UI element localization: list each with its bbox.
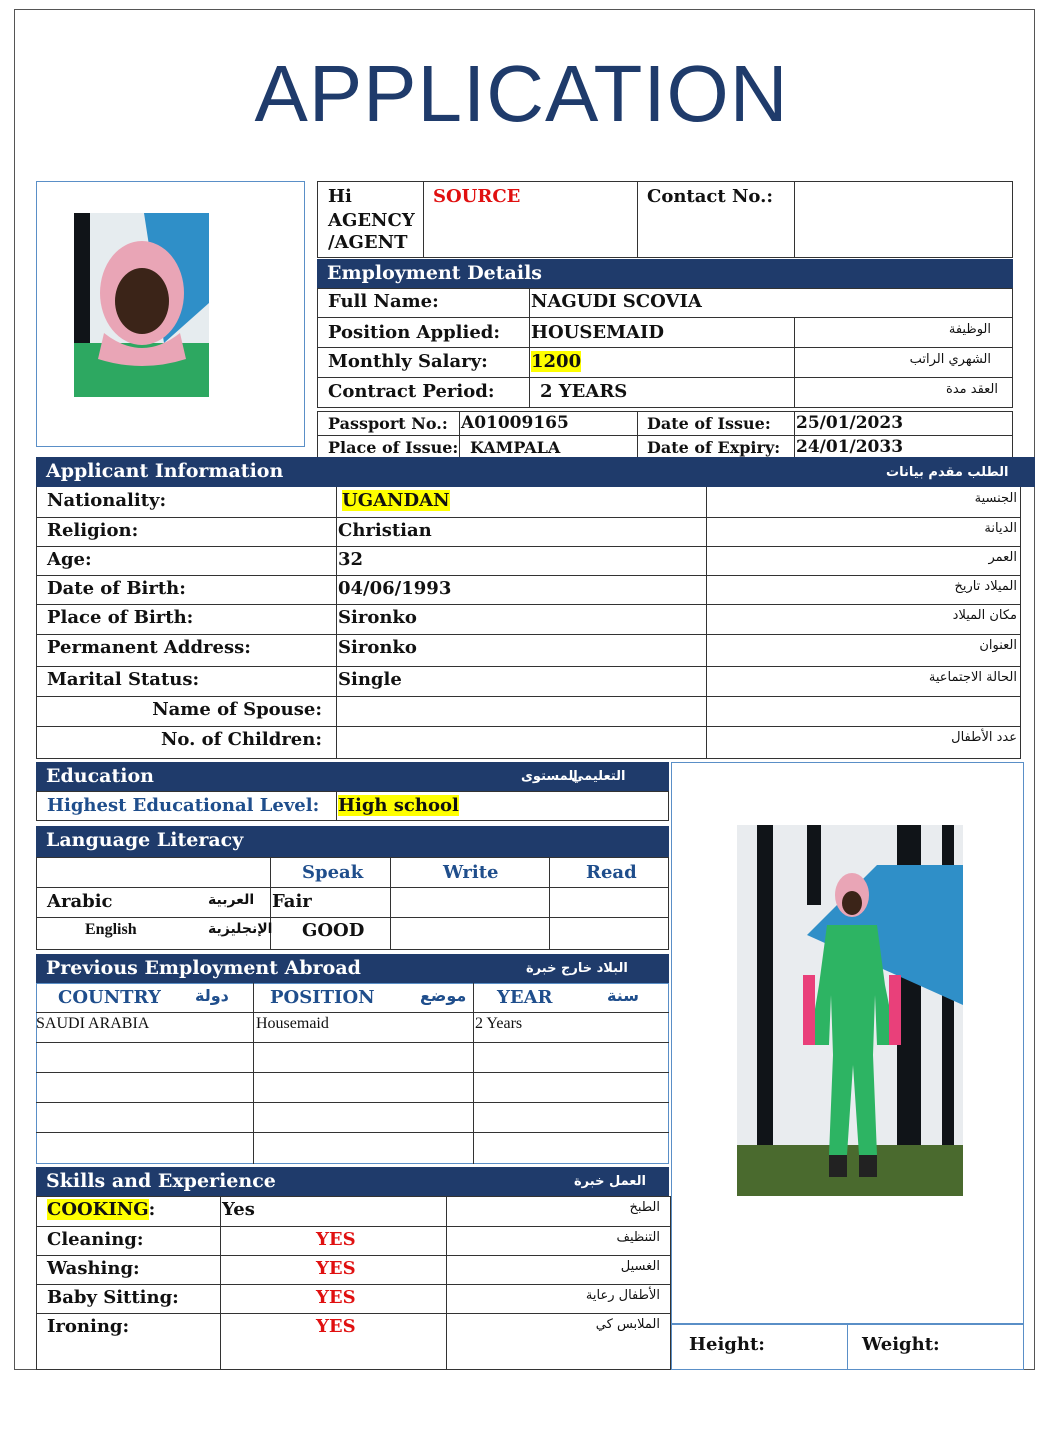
applicant-row-arabic: الديانة (984, 521, 1017, 536)
divider (390, 857, 391, 950)
applicant-row-label: No. of Children: (160, 729, 322, 750)
divider (794, 181, 795, 258)
applicant-row-value: 04/06/1993 (338, 578, 452, 599)
salary-label: Monthly Salary: (328, 351, 488, 372)
previous-header-arabic-1: خبرة (526, 961, 557, 976)
divider (317, 377, 1013, 378)
col-speak: Speak (302, 862, 364, 883)
expiry-date-label: Date of Expiry: (647, 438, 781, 457)
skill-label-text: Washing: (47, 1258, 140, 1279)
applicant-row-label: Marital Status: (47, 669, 200, 690)
prev-year-1: 2 Years (475, 1015, 523, 1032)
applicant-row-label: Place of Birth: (47, 607, 194, 628)
language-header: Language Literacy (36, 826, 669, 857)
divider (36, 1255, 671, 1256)
divider (847, 1324, 848, 1370)
skill-label-text: Baby Sitting: (47, 1287, 179, 1308)
divider (637, 411, 638, 458)
divider (529, 288, 530, 408)
divider (36, 1226, 671, 1227)
headshot-photo (74, 213, 209, 397)
skills-header-arabic: العمل خبرة (574, 1174, 646, 1189)
divider (36, 917, 669, 918)
skills-header: Skills and Experience العمل خبرة (36, 1167, 669, 1196)
skill-label (47, 1229, 144, 1250)
divider (36, 634, 1021, 635)
divider (317, 317, 1013, 318)
applicant-row-value: Sironko (338, 607, 417, 628)
col-year: YEAR (497, 987, 553, 1008)
applicant-row-arabic: الحالة الاجتماعية (928, 670, 1017, 685)
skill-arabic: الطبخ (629, 1200, 660, 1215)
previous-header-arabic-2: البلاد خارج (561, 961, 628, 976)
divider (446, 1196, 447, 1370)
divider (36, 1042, 669, 1043)
divider (36, 604, 1021, 605)
height-label: Height: (689, 1334, 765, 1355)
divider (36, 1284, 671, 1285)
prev-position-1: Housemaid (256, 1015, 329, 1032)
agency-label-agency: AGENCY (328, 210, 415, 231)
applicant-row-label: Religion: (47, 520, 139, 541)
applicant-row-value: Single (338, 669, 402, 690)
divider (36, 1102, 669, 1103)
lang-arabic-speak: Fair (272, 891, 312, 912)
prev-country-1: SAUDI ARABIA (36, 1015, 150, 1032)
col-write: Write (443, 862, 499, 883)
position-label: Position Applied: (328, 322, 501, 343)
divider (317, 347, 1013, 348)
divider (36, 666, 1021, 667)
full-name-label: Full Name: (328, 291, 439, 312)
skill-label-text: Cleaning: (47, 1229, 144, 1250)
divider (706, 487, 707, 759)
divider (220, 1196, 221, 1370)
agency-label-agent: /AGENT (328, 232, 408, 253)
applicant-header: Applicant Information الطلب مقدم بيانات (36, 457, 1035, 487)
divider (36, 1132, 669, 1133)
skill-value: YES (316, 1287, 356, 1308)
education-header: Education المستوى التعليمي (36, 762, 669, 791)
weight-label: Weight: (862, 1334, 940, 1355)
position-label-arabic: الوظيفة (948, 322, 991, 337)
applicant-row-label: Nationality: (47, 490, 167, 511)
applicant-row-label: Age: (47, 549, 92, 570)
salary-value: 1200 (531, 351, 582, 372)
full-body-photo (737, 825, 963, 1196)
skill-label (47, 1199, 155, 1220)
lang-arabic: Arabic (47, 891, 113, 912)
education-level-label: Highest Educational Level: (47, 795, 320, 816)
skill-value: YES (316, 1258, 356, 1279)
contract-label: Contract Period: (328, 381, 495, 402)
divider (336, 487, 337, 759)
skill-label (47, 1258, 140, 1279)
skill-label (47, 1316, 129, 1337)
col-position: POSITION (270, 987, 375, 1008)
agency-source: SOURCE (433, 186, 521, 207)
employment-header: Employment Details (317, 259, 1013, 288)
col-read: Read (586, 862, 637, 883)
applicant-row-arabic: الجنسية (974, 491, 1017, 506)
divider (549, 857, 550, 950)
col-country: COUNTRY (58, 987, 161, 1008)
divider (794, 411, 795, 458)
applicant-row-value: Christian (338, 520, 432, 541)
lang-arabic-ar: العربية (208, 892, 255, 908)
applicant-row-label: Date of Birth: (47, 578, 186, 599)
divider (336, 791, 337, 821)
divider (36, 696, 1021, 697)
divider (36, 1313, 671, 1314)
previous-table (36, 983, 669, 1164)
divider (794, 317, 795, 408)
issue-date-value: 25/01/2023 (796, 413, 904, 433)
skill-arabic: الغسيل (620, 1259, 660, 1274)
skill-value: YES (316, 1229, 356, 1250)
salary-label-arabic: الشهري الراتب (909, 352, 991, 367)
contract-label-arabic: العقد مدة (946, 382, 998, 397)
place-issue-value: KAMPALA (470, 438, 561, 457)
applicant-row-arabic: العمر (988, 550, 1017, 565)
contact-label: Contact No.: (647, 186, 773, 207)
applicant-row-value: 32 (338, 549, 364, 570)
divider (36, 546, 1021, 547)
divider (36, 517, 1021, 518)
lang-english-speak: GOOD (302, 920, 365, 941)
divider (253, 983, 254, 1164)
divider (36, 575, 1021, 576)
education-header-arabic-1: المستوى (521, 769, 578, 784)
skill-arabic: الملابس كي (595, 1317, 660, 1332)
page-title: APPLICATION (254, 49, 789, 138)
divider (36, 1072, 669, 1073)
applicant-row-label: Name of Spouse: (152, 699, 322, 720)
skill-label-text: COOKING (47, 1199, 149, 1220)
previous-header: Previous Employment Abroad خبرة البلاد خارج (36, 954, 669, 983)
skill-label-colon: : (148, 1199, 156, 1220)
issue-date-label: Date of Issue: (647, 414, 771, 433)
applicant-row-arabic: مكان الميلاد (952, 608, 1017, 623)
lang-english: English (85, 921, 137, 938)
applicant-row-value: UGANDAN (342, 490, 450, 511)
skills-table (36, 1196, 671, 1370)
divider (36, 726, 1021, 727)
contract-value: 2 YEARS (540, 381, 628, 402)
applicant-row-value: Sironko (338, 637, 417, 658)
divider (459, 411, 460, 458)
applicant-row-arabic: عدد الأطفال (951, 730, 1017, 745)
divider (36, 887, 669, 888)
applicant-row-arabic: الميلاد تاريخ (954, 579, 1017, 594)
col-year-ar: سنة (607, 986, 639, 1005)
skill-arabic: التنظيف (616, 1230, 660, 1245)
divider (423, 181, 424, 258)
col-country-ar: دولة (195, 986, 229, 1005)
full-name-value: NAGUDI SCOVIA (531, 291, 702, 312)
skill-value: Yes (222, 1199, 255, 1220)
skill-label (47, 1287, 179, 1308)
divider (473, 983, 474, 1164)
applicant-row-label: Permanent Address: (47, 637, 251, 658)
lang-english-ar: الإنجليزية (208, 921, 273, 937)
divider (36, 1012, 669, 1013)
education-level-value: High school (338, 795, 459, 816)
applicant-row-arabic: العنوان (979, 638, 1017, 653)
expiry-date-value: 24/01/2033 (796, 437, 904, 457)
agency-label-hi: Hi (328, 186, 352, 207)
position-value: HOUSEMAID (531, 322, 665, 343)
passport-no-value: A01009165 (461, 413, 569, 433)
skill-arabic: الأطفال رعاية (585, 1288, 660, 1303)
col-position-ar: موضع (420, 986, 467, 1005)
divider (637, 181, 638, 258)
passport-no-label: Passport No.: (328, 414, 448, 433)
skill-value: YES (316, 1316, 356, 1337)
applicant-header-arabic: الطلب مقدم بيانات (886, 465, 1009, 480)
education-header-arabic-2: التعليمي (571, 769, 626, 784)
skill-label-text: Ironing: (47, 1316, 130, 1337)
divider (317, 435, 1013, 436)
place-issue-label: Place of Issue: (328, 438, 459, 457)
